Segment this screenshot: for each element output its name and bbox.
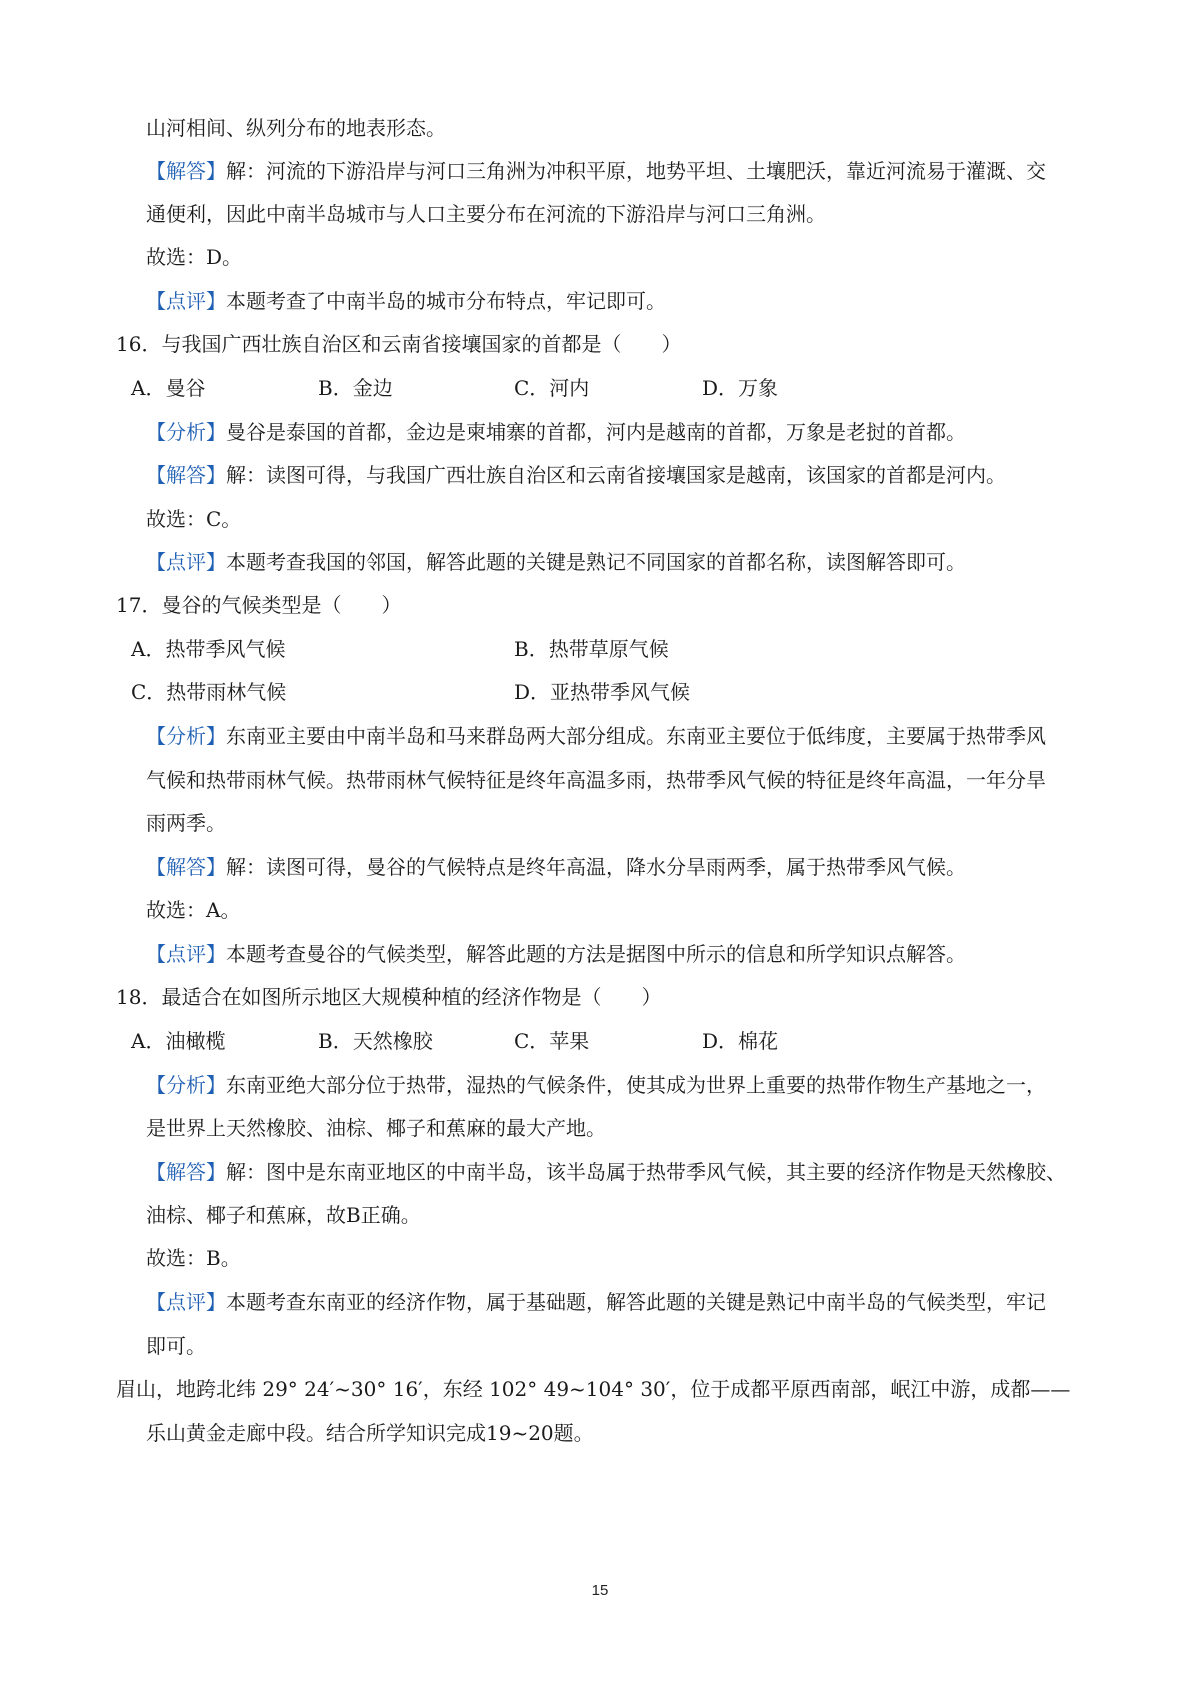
analysis-tag: 【分析】: [146, 1073, 226, 1097]
analysis-tag: 【分析】: [146, 420, 226, 444]
choice-line: 故选：A。: [146, 898, 241, 922]
analysis-tag: 【分析】: [146, 724, 226, 748]
answer-tag: 【解答】: [146, 463, 226, 487]
option-a: A．曼谷: [131, 376, 206, 400]
answer-line: 【解答】解：读图可得，曼谷的气候特点是终年高温，降水分旱雨两季，属于热带季风气候。: [146, 855, 966, 879]
text-line: 即可。: [146, 1334, 206, 1358]
answer-line: 【解答】解：河流的下游沿岸与河口三角洲为冲积平原，地势平坦、土壤肥沃，靠近河流易于灌溉、交: [146, 159, 1046, 183]
answer-tag: 【解答】: [146, 855, 226, 879]
question-18: 18．最适合在如图所示地区大规模种植的经济作物是（ ）: [116, 985, 662, 1009]
text-line: 通便利，因此中南半岛城市与人口主要分布在河流的下游沿岸与河口三角洲。: [146, 202, 826, 226]
text-line: 山河相间、纵列分布的地表形态。: [146, 116, 446, 140]
text-line: 气候和热带雨林气候。热带雨林气候特征是终年高温多雨，热带季风气候的特征是终年高温，一年分旱: [146, 768, 1046, 792]
text-line: 雨两季。: [146, 811, 226, 835]
option-a: A．油橄榄: [131, 1029, 226, 1053]
option-b: B．金边: [318, 376, 393, 400]
option-d: D．棉花: [702, 1029, 779, 1053]
answer-tag: 【解答】: [146, 1160, 226, 1184]
question-17: 17．曼谷的气候类型是（ ）: [116, 593, 402, 617]
analysis-line: 【分析】曼谷是泰国的首都，金边是柬埔寨的首都，河内是越南的首都，万象是老挝的首都。: [146, 420, 966, 444]
comment-line: 【点评】本题考查我国的邻国，解答此题的关键是熟记不同国家的首都名称，读图解答即可。: [146, 550, 966, 574]
choice-line: 故选：C。: [146, 507, 242, 531]
comment-tag: 【点评】: [146, 550, 226, 574]
comment-line: 【点评】本题考查曼谷的气候类型，解答此题的方法是据图中所示的信息和所学知识点解答。: [146, 942, 966, 966]
answer-line: 【解答】解：读图可得，与我国广西壮族自治区和云南省接壤国家是越南，该国家的首都是河内。: [146, 463, 1006, 487]
choice-line: 故选：B。: [146, 1246, 241, 1270]
choice-line: 故选：D。: [146, 245, 243, 269]
option-b: B．热带草原气候: [514, 637, 669, 661]
option-c: C．河内: [514, 376, 590, 400]
option-c: C．热带雨林气候: [131, 680, 287, 704]
passage-line: 乐山黄金走廊中段。结合所学知识完成19~20题。: [146, 1421, 594, 1445]
option-b: B．天然橡胶: [318, 1029, 433, 1053]
analysis-line: 【分析】东南亚绝大部分位于热带，湿热的气候条件，使其成为世界上重要的热带作物生产基地之一，: [146, 1073, 1046, 1097]
passage-line: 眉山，地跨北纬 29° 24′~30° 16′，东经 102° 49~104° 30′，位于成都平原西南部，岷江中游，成都——: [116, 1377, 1071, 1401]
text-line: 是世界上天然橡胶、油棕、椰子和蕉麻的最大产地。: [146, 1116, 606, 1140]
option-c: C．苹果: [514, 1029, 590, 1053]
option-d: D．万象: [702, 376, 779, 400]
analysis-line: 【分析】东南亚主要由中南半岛和马来群岛两大部分组成。东南亚主要位于低纬度，主要属于热带季风: [146, 724, 1046, 748]
question-16: 16．与我国广西壮族自治区和云南省接壤国家的首都是（ ）: [116, 332, 682, 356]
option-d: D．亚热带季风气候: [514, 680, 691, 704]
comment-tag: 【点评】: [146, 942, 226, 966]
option-a: A．热带季风气候: [131, 637, 286, 661]
text-line: 油棕、椰子和蕉麻，故B正确。: [146, 1203, 421, 1227]
comment-line: 【点评】本题考查东南亚的经济作物，属于基础题，解答此题的关键是熟记中南半岛的气候类型，牢记: [146, 1290, 1046, 1314]
comment-line: 【点评】本题考查了中南半岛的城市分布特点，牢记即可。: [146, 289, 666, 313]
page-number: 15: [591, 1582, 609, 1599]
answer-tag: 【解答】: [146, 159, 226, 183]
answer-line: 【解答】解：图中是东南亚地区的中南半岛，该半岛属于热带季风气候，其主要的经济作物是天然橡胶、: [146, 1160, 1066, 1184]
comment-tag: 【点评】: [146, 289, 226, 313]
comment-tag: 【点评】: [146, 1290, 226, 1314]
